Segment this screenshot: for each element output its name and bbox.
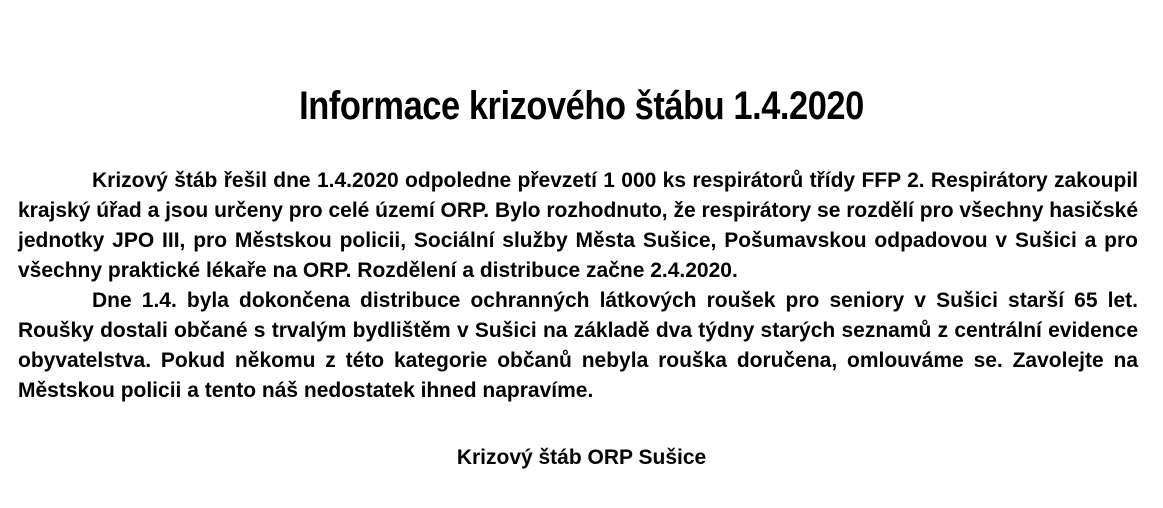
paragraph-respirators: Krizový štáb řešil dne 1.4.2020 odpoledne převzetí 1 000 ks respirátorů třídy FFP 2. Respirátory zakoupil krajský úřad a jsou určeny pro celé území ORP. Bylo rozhodnuto, že respirátory se rozdělí pro všechny hasičské jednotky JPO III, pro Městskou policii, Sociální služby Města Sušice, Pošumavskou odpadovou v Sušici a pro všechny praktické lékaře na ORP. Rozdělení a distribuce začne 2.4.2020. [18, 169, 1139, 282]
document-signature: Krizový štáb ORP Sušice [456, 446, 707, 469]
paragraph-face-masks: Dne 1.4. byla dokončena distribuce ochranných látkových roušek pro seniory v Sušici starší 65 let. Roušky dostali občané s trvalým bydlištěm v Sušici na základě dva týdny starých seznamů z centrální evidence obyvatelstva. Pokud někomu z této kategorie občanů nebyla rouška doručena, omlouváme se. Zavolejte na Městskou policii a tento náš nedostatek ihned napravíme. [18, 289, 1138, 402]
document-title: Informace krizového štábu 1.4.2020 [299, 84, 864, 128]
document-body [18, 166, 1138, 406]
